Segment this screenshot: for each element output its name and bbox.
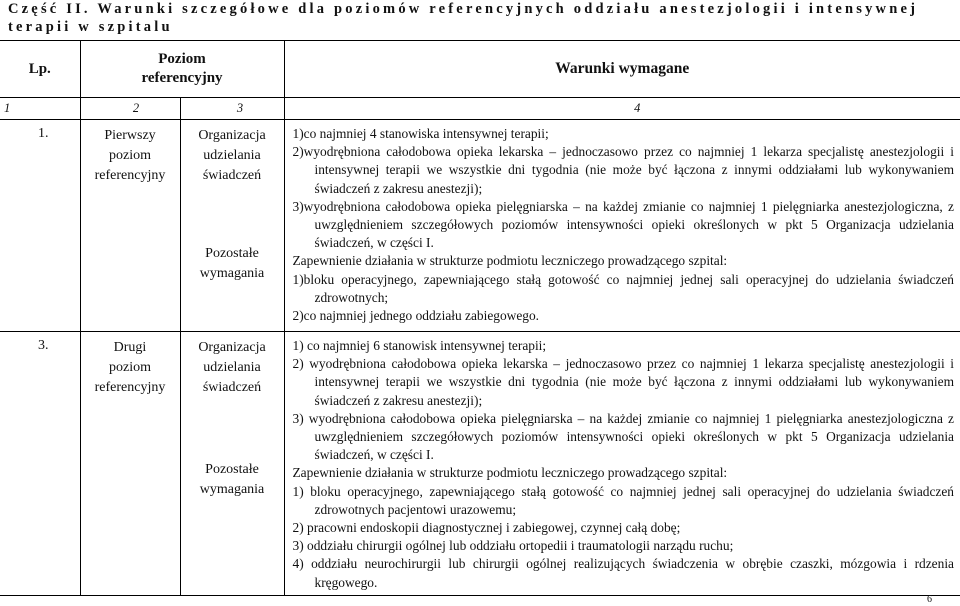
column-number: 1 [0, 98, 80, 120]
row-level [80, 120, 180, 332]
condition-item: 2) wyodrębniona całodobowa opieka lekarska – jednoczasowo przez co najmniej 1 lekarza specjalistę anestezjologii i intensywnej terapii we wszystkie dni tygodnia (nie może być łączona z innymi oddziałami lub wykonywaniem świadczeń z zakresu anestezji); [292, 356, 954, 408]
section-label-line: Organizacja [198, 128, 266, 143]
condition-lead: Zapewnienie działania w strukturze podmiotu leczniczego prowadzącego szpital: [292, 253, 728, 269]
table-row [0, 120, 960, 332]
level-line: Drugi [113, 340, 147, 355]
condition-lead: Zapewnienie działania w strukturze podmiotu leczniczego prowadzącego szpital: [292, 465, 728, 481]
condition-item: 2)co najmniej jednego oddziału zabiegowego. [292, 308, 540, 324]
condition-item: 1) co najmniej 6 stanowisk intensywnej terapii; [292, 338, 547, 353]
condition-item: 3)wyodrębniona całodobowa opieka pielęgniarska – na każdej zmianie co najmniej 1 pielęgniarka anestezjologiczna, z uwzględnieniem szczegółowych poziomów intensywności opieki określonych w pkt 5 Organizacja udzielania świadczeń, w części I. [292, 198, 954, 251]
condition-item: 4) oddziału neurochirurgii lub chirurgii ogólnej realizujących świadczenia w obrębie czaszki, mózgowia i rdzenia kręgowego. [292, 556, 954, 590]
row-conditions [284, 332, 960, 596]
condition-item: 3) wyodrębniona całodobowa opieka pielęgniarska – na każdej zmianie co najmniej 1 pielęgniarka anestezjologiczna z uwzględnieniem szczegółowych poziomów intensywności opieki określonych w pkt 5 Organizacja udzielania świadczeń, w części I. [292, 410, 954, 463]
row-conditions [284, 120, 960, 332]
column-number-row [0, 98, 960, 120]
table-row [0, 332, 960, 596]
header-poziom-line2: referencyjny [141, 70, 223, 86]
level-line: referencyjny [94, 380, 166, 395]
condition-item: 2)wyodrębniona całodobowa opieka lekarska – jednoczasowo przez co najmniej 1 lekarza specjalistę anestezjologii i intensywnej terapii we wszystkie dni tygodnia (nie może być łączona z innymi oddziałami lub wykonywaniem świadczeń z zakresu anestezji); [292, 144, 954, 196]
condition-item: 3) oddziału chirurgii ogólnej lub oddziału ortopedii i traumatologii narządu ruchu; [292, 538, 734, 554]
section-label-line: wymagania [199, 482, 265, 497]
column-number: 2 [80, 98, 180, 120]
level-line: poziom [109, 148, 151, 163]
condition-item: 1) bloku operacyjnego, zapewniającego stałą gotowość co najmniej jednej sali operacyjnej do udzielania świadczeń zdrowotnych pacjentowi urazowemu; [292, 483, 954, 517]
column-number: 4 [284, 98, 960, 120]
section-label-line: świadczeń [202, 168, 262, 183]
section-label-line: wymagania [199, 266, 265, 281]
requirements-table [0, 40, 960, 596]
level-line: poziom [109, 360, 151, 375]
section-labels [180, 120, 284, 332]
page-number: 6 [927, 594, 932, 605]
column-number: 3 [180, 98, 284, 120]
header-poziom [80, 41, 284, 98]
header-row [0, 41, 960, 98]
section-labels [180, 332, 284, 596]
section-label-line: Pozostałe [205, 462, 259, 477]
condition-item: 2) pracowni endoskopii diagnostycznej i zabiegowej, czynnej całą dobę; [292, 520, 681, 536]
section-label-line: udzielania [203, 360, 261, 375]
section-label-line: Organizacja [198, 340, 266, 355]
condition-item: 1)co najmniej 4 stanowiska intensywnej terapii; [292, 126, 549, 141]
level-line: referencyjny [94, 168, 166, 183]
section-label-line: Pozostałe [205, 246, 259, 261]
row-level [80, 332, 180, 596]
section-heading: Część II. Warunki szczegółowe dla poziomów referencyjnych oddziału anestezjologii i intensywnej terapii w szpitalu [8, 1, 919, 35]
header-lp: Lp. [0, 41, 80, 98]
section-label-line: udzielania [203, 148, 261, 163]
header-warunki: Warunki wymagane [284, 41, 960, 98]
row-lp: 1. [0, 120, 80, 332]
row-lp: 3. [0, 332, 80, 596]
header-poziom-line1: Poziom [158, 51, 206, 67]
condition-item: 1)bloku operacyjnego, zapewniającego stałą gotowość co najmniej jednej sali operacyjnej do udzielania świadczeń zdrowotnych; [292, 271, 954, 305]
section-label-line: świadczeń [202, 380, 262, 395]
level-line: Pierwszy [104, 128, 156, 143]
